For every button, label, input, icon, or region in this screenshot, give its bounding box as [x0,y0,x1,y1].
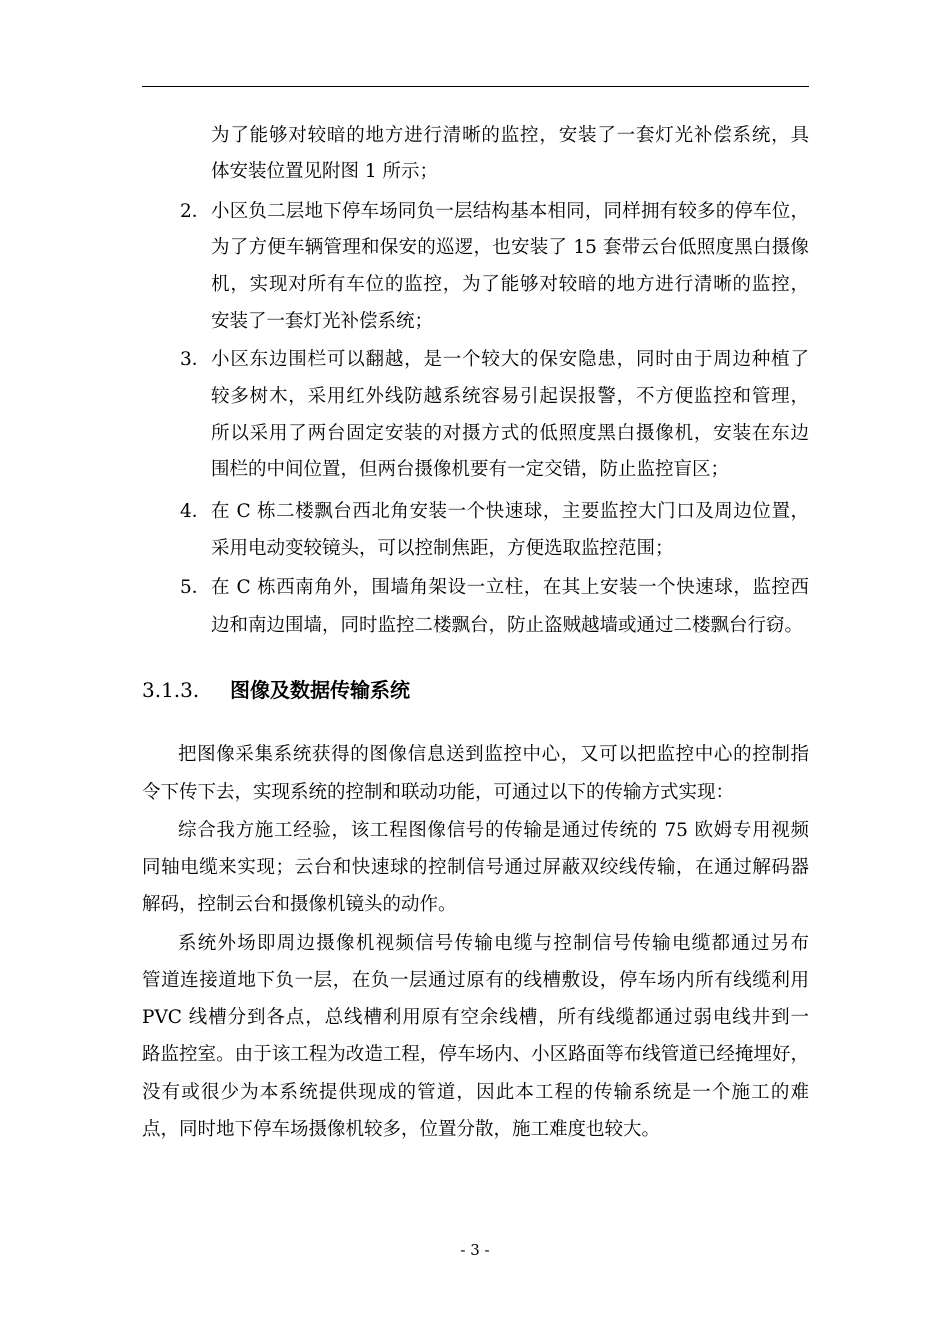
section-number: 3.1.3. [142,678,200,702]
paragraph-3-line-4: 路监控室。由于该工程为改造工程，停车场内、小区路面等布线管道已经掩埋好， [142,1044,809,1065]
section-title: 图像及数据传输系统 [230,678,410,702]
list-item-2-number: 2． [180,201,211,222]
paragraph-3-line-3: PVC 线槽分到各点，总线槽利用原有空余线槽，所有线缆都通过弱电线井到一 [142,1007,809,1028]
paragraph-1-line-2: 令下传下去，实现系统的控制和联动功能，可通过以下的传输方式实现： [142,782,735,803]
list-item-3-line-2: 较多树木，采用红外线防越系统容易引起误报警，不方便监控和管理， [211,386,809,407]
paragraph-3-line-2: 管道连接道地下负一层，在负一层通过原有的线槽敷设，停车场内所有线缆利用 [142,970,809,991]
paragraph-3-line-1: 系统外场即周边摄像机视频信号传输电缆与控制信号传输电缆都通过另布 [178,933,809,954]
list-item-1-line-2: 体安装位置见附图 1 所示； [211,161,439,182]
list-item-3-number: 3． [180,349,211,370]
list-item-5-number: 5． [180,577,211,598]
page-number: - 3 - [460,1241,490,1259]
list-item-2-line-2: 为了方便车辆管理和保安的巡逻，也安装了 15 套带云台低照度黑白摄像 [211,237,809,258]
list-item-2-line-4: 安装了一套灯光补偿系统； [211,311,434,332]
paragraph-2-line-1: 综合我方施工经验，该工程图像信号的传输是通过传统的 75 欧姆专用视频 [178,820,809,841]
paragraph-3-line-6: 点，同时地下停车场摄像机较多，位置分散，施工难度也较大。 [142,1119,661,1140]
list-item-5-line-2: 边和南边围墙，同时监控二楼飘台，防止盗贼越墙或通过二楼飘台行窃。 [211,615,804,636]
list-item-5-line-1: 在 C 栋西南角外，围墙角架设一立柱，在其上安装一个快速球，监控西 [211,577,809,598]
list-item-3-line-1: 小区东边围栏可以翻越，是一个较大的保安隐患，同时由于周边种植了 [211,349,809,370]
list-item-3-line-3: 所以采用了两台固定安装的对摄方式的低照度黑白摄像机，安装在东边 [211,423,809,444]
header-rule [142,86,809,87]
list-item-2-line-1: 小区负二层地下停车场同负一层结构基本相同，同样拥有较多的停车位， [211,201,809,222]
paragraph-3-line-5: 没有或很少为本系统提供现成的管道，因此本工程的传输系统是一个施工的难 [142,1082,809,1103]
list-item-4-number: 4． [180,501,211,522]
paragraph-2-line-2: 同轴电缆来实现；云台和快速球的控制信号通过屏蔽双绞线传输，在通过解码器 [142,857,809,878]
paragraph-2-line-3: 解码，控制云台和摄像机镜头的动作。 [142,894,457,915]
list-item-4-line-1: 在 C 栋二楼飘台西北角安装一个快速球，主要监控大门口及周边位置， [211,501,809,522]
list-item-3-line-4: 围栏的中间位置，但两台摄像机要有一定交错，防止监控盲区； [211,459,730,480]
list-item-4-line-2: 采用电动变较镜头，可以控制焦距，方便选取监控范围； [211,538,674,559]
list-item-1-line-1: 为了能够对较暗的地方进行清晰的监控，安装了一套灯光补偿系统，具 [211,125,809,146]
list-item-2-line-3: 机，实现对所有车位的监控，为了能够对较暗的地方进行清晰的监控， [211,274,809,295]
paragraph-1-line-1: 把图像采集系统获得的图像信息送到监控中心，又可以把监控中心的控制指 [178,744,809,765]
